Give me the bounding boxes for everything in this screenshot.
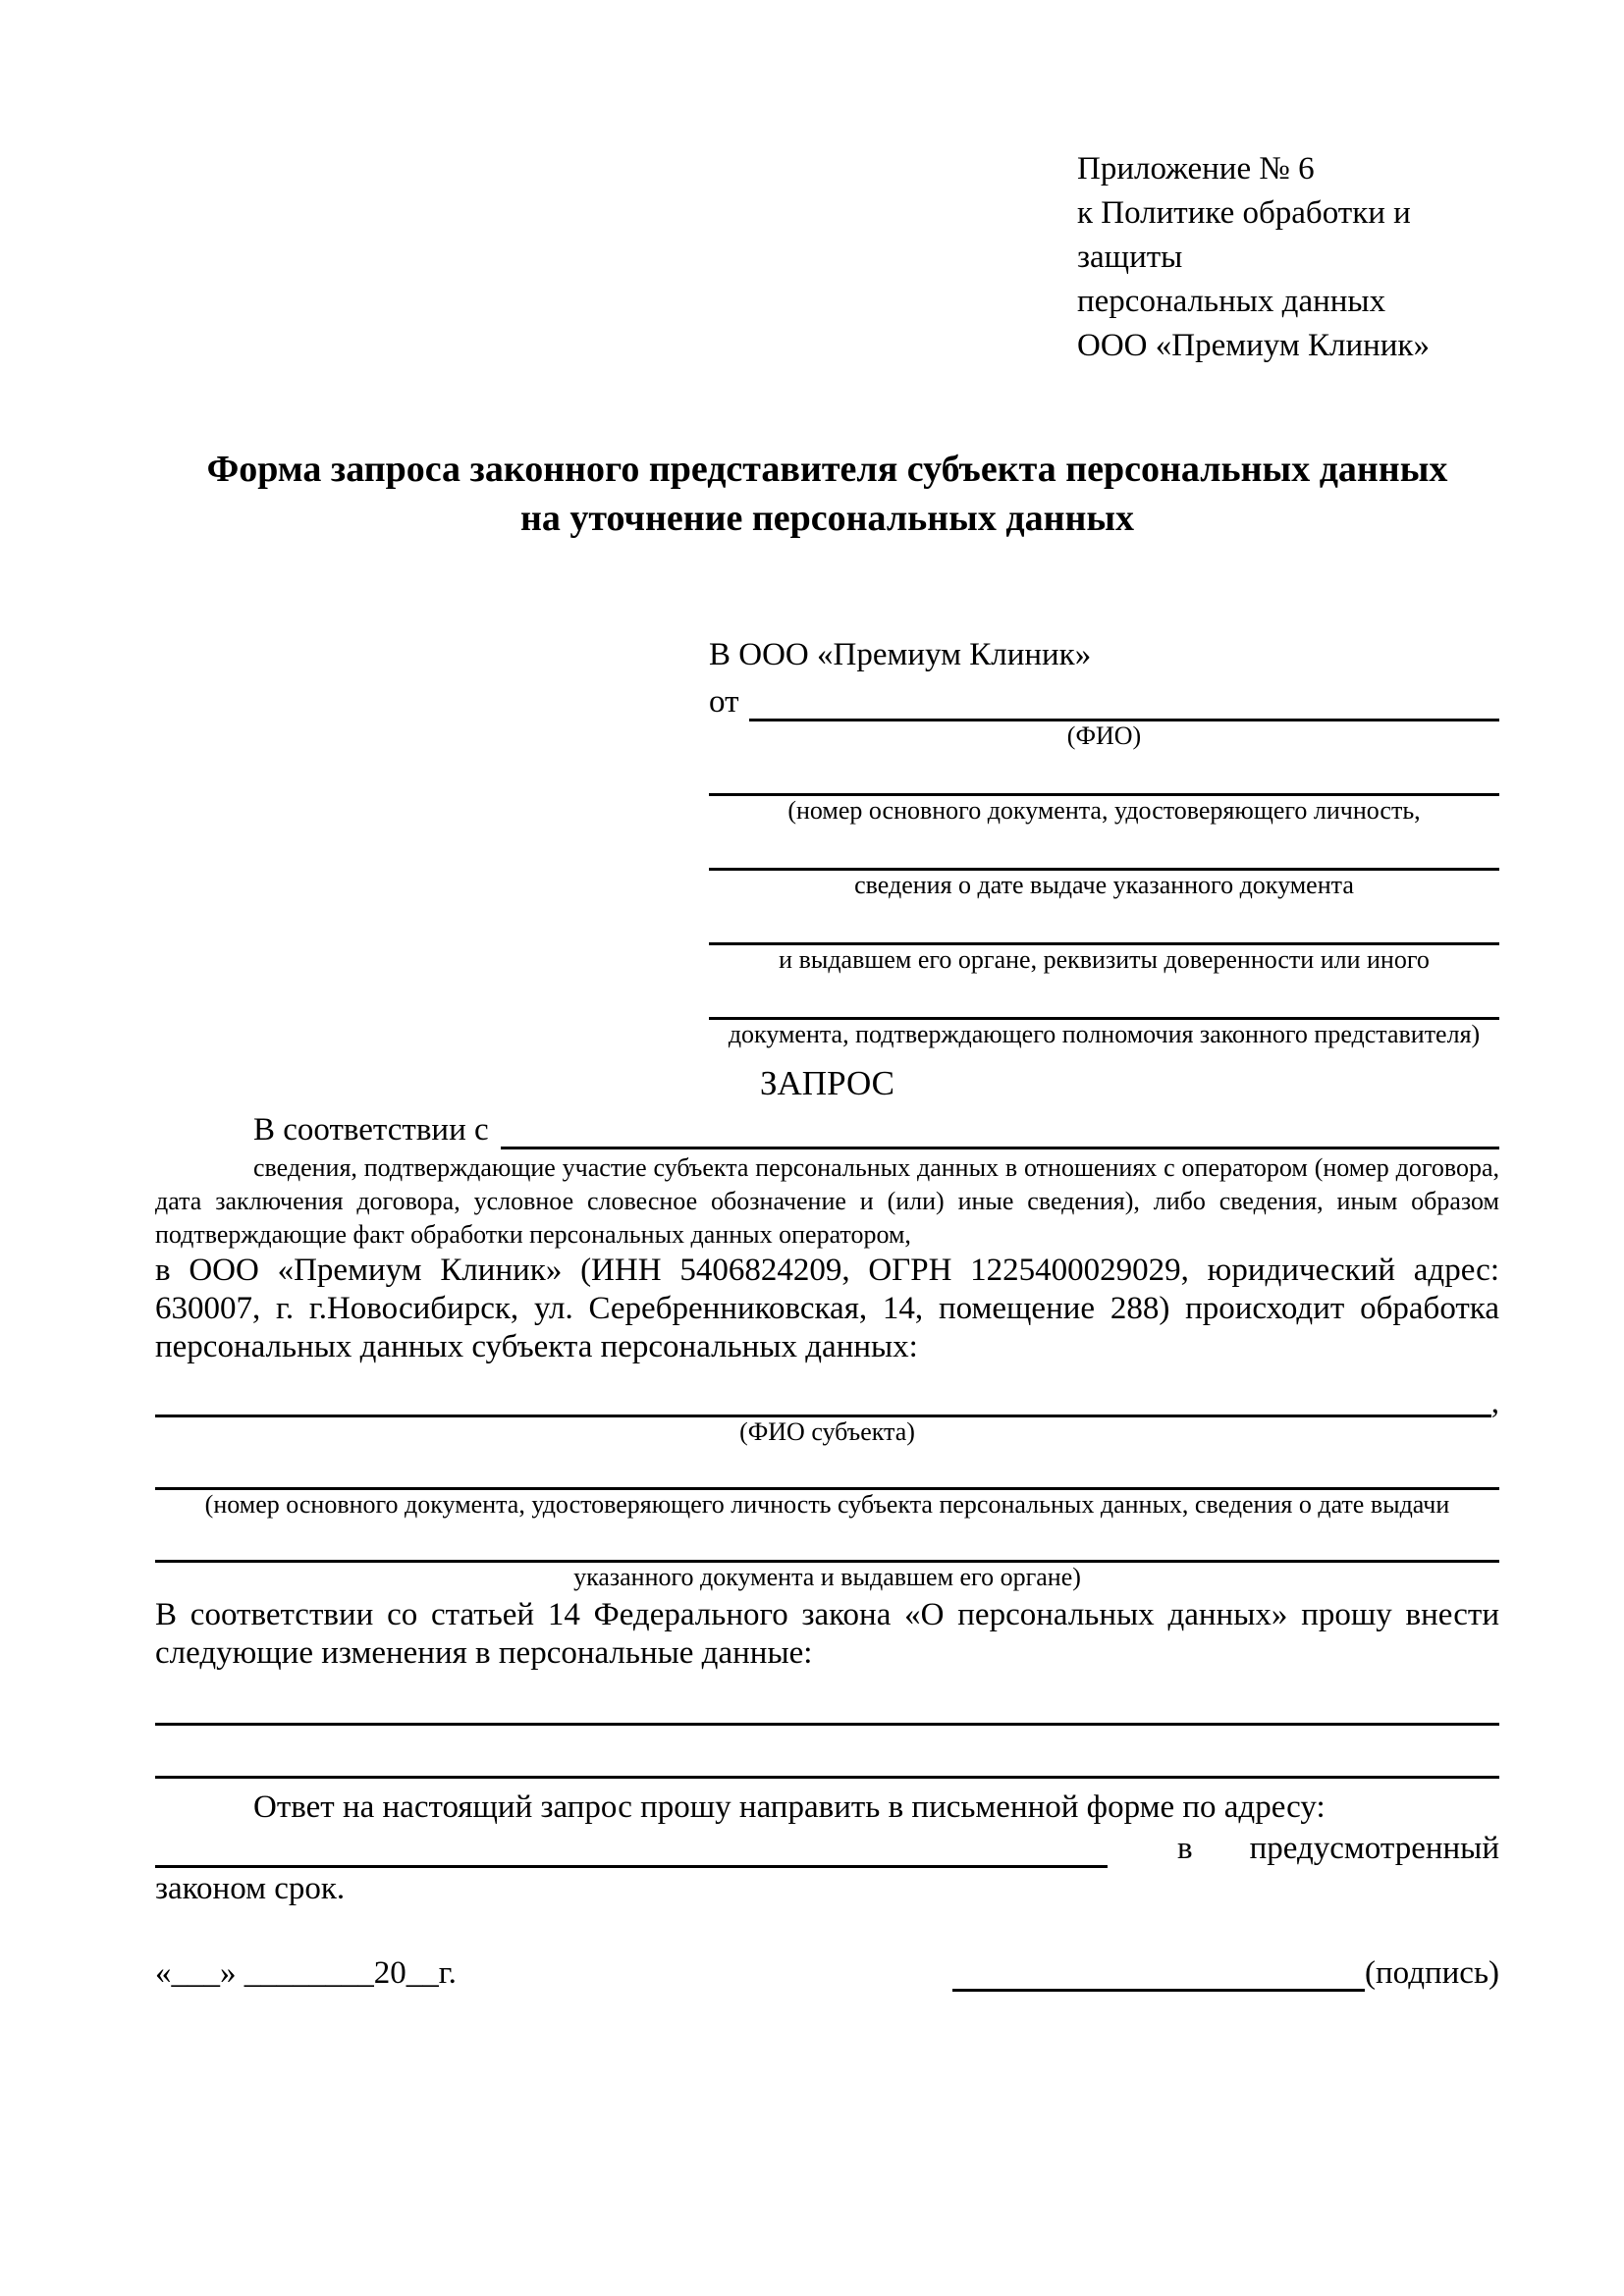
date-blank-line: «___» ________20__г. — [155, 1955, 457, 1991]
subject-doc-blank-line-2 — [155, 1529, 1499, 1563]
appendix-header — [1077, 147, 1499, 368]
answer-tail: законом срок. — [155, 1871, 346, 1906]
document-title-line1: Форма запроса законного представителя субъекта персональных данных — [206, 449, 1448, 490]
changes-blank-line-1 — [155, 1690, 1499, 1726]
law-paragraph: В соответствии со статьей 14 Федерального закона «О персональных данных» прошу внести следующие изменения в персональные данные: — [155, 1597, 1499, 1671]
subject-fio-comma: , — [1490, 1385, 1499, 1420]
signature-group — [952, 1954, 1499, 1992]
appendix-policy-line: к Политике обработки и защиты — [1077, 195, 1411, 275]
representative-doc-blank-line-2 — [709, 837, 1499, 871]
subject-fio-blank-line — [155, 1380, 1491, 1417]
representative-doc-caption-3: и выдавшем его органе, реквизиты доверенности или иного — [779, 945, 1430, 974]
representative-doc-caption-1: (номер основного документа, удостоверяющего личность, — [787, 796, 1421, 825]
representative-doc-blank-line-3 — [709, 912, 1499, 945]
representative-doc-caption-2: сведения о дате выдаче указанного документа — [854, 871, 1354, 899]
appendix-number: Приложение № 6 — [1077, 151, 1315, 187]
answer-word-provided: предусмотренный — [1249, 1831, 1499, 1866]
operator-paragraph: в ООО «Премиум Клиник» (ИНН 5406824209, ОГРН 1225400029029, юридический адрес: 630007, г. г.Новосибирск, ул. Серебренниковская, 14, помещение 288) происходит обработка персональных данных субъекта персональных данных: — [155, 1253, 1499, 1364]
subject-fio-row — [155, 1378, 1499, 1420]
intro-prefix: В соответствии с — [253, 1112, 489, 1148]
document-title-line2: на уточнение персональных данных — [519, 498, 1135, 539]
appendix-company: ООО «Премиум Клиник» — [1077, 328, 1430, 363]
footer-row — [155, 1954, 1499, 1992]
representative-doc-blank-line-4 — [709, 987, 1499, 1020]
appendix-policy-line2: персональных данных — [1077, 284, 1386, 319]
subject-doc-blank-line-1 — [155, 1457, 1499, 1490]
subject-doc-caption-1: (номер основного документа, удостоверяющего личность субъекта персональных данных, сведения о дате выдачи — [204, 1490, 1450, 1519]
answer-word-in: в — [1177, 1831, 1193, 1866]
addressee-block — [709, 633, 1499, 1049]
from-fio-blank-line — [749, 684, 1500, 721]
from-label: от — [709, 684, 739, 720]
answer-address-blank-line — [155, 1831, 1108, 1868]
subject-doc-caption-2: указанного документа и выдавшем его органе) — [573, 1563, 1081, 1591]
representative-doc-blank-line-1 — [709, 763, 1499, 796]
addressee-to: В ООО «Премиум Клиник» — [709, 637, 1092, 672]
request-intro-row — [155, 1106, 1499, 1149]
signature-caption: (подпись) — [1365, 1955, 1499, 1991]
subject-fio-caption: (ФИО субъекта) — [739, 1417, 915, 1446]
answer-sentence: Ответ на настоящий запрос прошу направить в письменной форме по адресу: — [253, 1789, 1326, 1825]
answer-suffix — [1108, 1829, 1499, 1868]
representative-doc-caption-4: документа, подтверждающего полномочия законного представителя) — [728, 1020, 1481, 1048]
request-heading: ЗАПРОС — [759, 1064, 895, 1102]
fio-caption: (ФИО) — [1066, 721, 1142, 750]
signature-blank-line — [952, 1954, 1365, 1992]
participation-caption: сведения, подтверждающие участие субъекта персональных данных в отношениях с оператором (номер договора, дата заключения договора, условное словесное обозначение и (или) иные сведения), либо сведения, иным образом подтверждающие факт обработки персональных данных оператором, — [155, 1153, 1499, 1249]
document-title — [155, 445, 1499, 543]
changes-blank-line-2 — [155, 1743, 1499, 1779]
answer-address-row — [155, 1827, 1499, 1868]
addressee-from-row — [709, 676, 1499, 721]
intro-blank-line — [501, 1112, 1499, 1149]
